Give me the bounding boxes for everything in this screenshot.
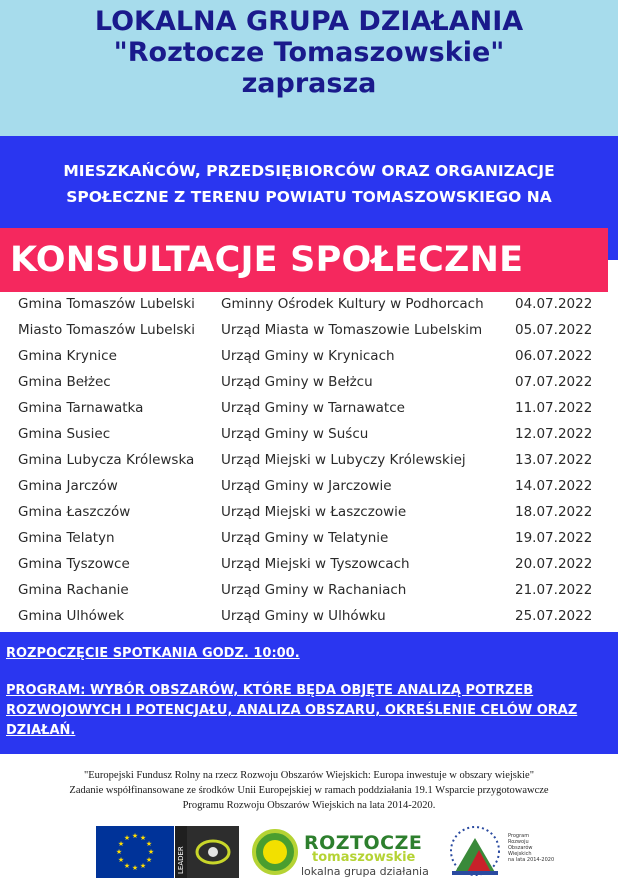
- consultations-band: [0, 228, 618, 292]
- funding-note: [0, 768, 618, 813]
- date-cell: 07.07.2022: [515, 374, 593, 390]
- gmina-cell: Miasto Tomaszów Lubelski: [18, 322, 195, 338]
- consultations-title: KONSULTACJE SPOŁECZNE: [0, 228, 608, 292]
- venue-cell: Urząd Miejski w Lubyczy Królewskiej: [221, 452, 466, 468]
- table-row: [0, 318, 618, 344]
- venue-cell: Urząd Gminy w Krynicach: [221, 348, 395, 364]
- program-line-2: ROZWOJOWYCH I POTENCJAŁU, ANALIZA OBSZARU, OKREŚLENIE CELÓW ORAZ: [6, 703, 578, 718]
- venue-cell: Urząd Gminy w Telatynie: [221, 530, 389, 546]
- roztocze-sun-icon: [252, 829, 298, 875]
- program-line-1: PROGRAM: WYBÓR OBSZARÓW, KTÓRE BĘDA OBJĘTE ANALIZĄ POTRZEB: [6, 683, 534, 698]
- date-cell: 21.07.2022: [515, 582, 593, 598]
- venue-cell: Urząd Gminy w Tarnawatce: [221, 400, 405, 416]
- date-cell: 06.07.2022: [515, 348, 593, 364]
- gmina-cell: Gmina Jarczów: [18, 478, 118, 494]
- table-row: [0, 578, 618, 604]
- svg-text:★: ★: [123, 834, 131, 842]
- spacer: [6, 664, 614, 681]
- gmina-cell: Gmina Tyszowce: [18, 556, 130, 572]
- svg-text:★: ★: [139, 862, 147, 870]
- venue-cell: Urząd Gminy w Ulhówku: [221, 608, 386, 624]
- gmina-cell: Gmina Telatyn: [18, 530, 115, 546]
- roztocze-lgd-label: lokalna grupa działania: [301, 865, 429, 878]
- svg-text:★: ★: [145, 840, 153, 848]
- roztocze-title: ROZTOCZE: [304, 832, 423, 854]
- prow-line: Rozwoju: [508, 839, 529, 845]
- svg-text:★: ★: [131, 832, 139, 840]
- venue-cell: Urząd Gminy w Rachaniach: [221, 582, 407, 598]
- date-cell: 05.07.2022: [515, 322, 593, 338]
- gmina-cell: Gmina Lubycza Królewska: [18, 452, 195, 468]
- venue-cell: Gminny Ośrodek Kultury w Podhorcach: [221, 296, 484, 312]
- svg-text:★: ★: [117, 840, 125, 848]
- svg-text:★: ★: [147, 848, 155, 856]
- invitation-band: [0, 136, 618, 228]
- svg-text:★: ★: [145, 856, 153, 864]
- eu-flag-icon: [96, 826, 174, 878]
- table-row: [0, 500, 618, 526]
- table-row: [0, 474, 618, 500]
- date-cell: 20.07.2022: [515, 556, 593, 572]
- table-row: [0, 370, 618, 396]
- leader-logo-icon: [175, 826, 239, 878]
- date-cell: 04.07.2022: [515, 296, 593, 312]
- date-cell: 18.07.2022: [515, 504, 593, 520]
- funding-line-3: Programu Rozwoju Obszarów Wiejskich na lata 2014-2020.: [182, 800, 436, 811]
- logo-strip: [0, 822, 618, 879]
- program-line-3: DZIAŁAŃ.: [6, 723, 76, 738]
- header-line-organization: LOKALNA GRUPA DZIAŁANIA: [94, 6, 524, 37]
- prow-line: Program: [508, 833, 530, 839]
- date-cell: 19.07.2022: [515, 530, 593, 546]
- svg-text:★: ★: [123, 862, 131, 870]
- table-row: [0, 604, 618, 630]
- table-row: [0, 396, 618, 422]
- invitation-line-1: MIESZKAŃCÓW, PRZEDSIĘBIORCÓW ORAZ ORGANIZACJE: [63, 162, 555, 180]
- table-row: [0, 292, 618, 318]
- table-row: [0, 552, 618, 578]
- funding-line-1: "Europejski Fundusz Rolny na rzecz Rozwoju Obszarów Wiejskich: Europa inwestuje w obszary wiejskie": [83, 770, 535, 781]
- table-row: [0, 526, 618, 552]
- prow-line: Wiejskich: [508, 851, 532, 857]
- gmina-cell: Gmina Rachanie: [18, 582, 129, 598]
- gmina-cell: Gmina Bełżec: [18, 374, 111, 390]
- svg-text:★: ★: [131, 864, 139, 872]
- prow-logo-text: [508, 833, 554, 863]
- venue-cell: Urząd Miasta w Tomaszowie Lubelskim: [221, 322, 483, 338]
- gmina-cell: Gmina Tomaszów Lubelski: [18, 296, 195, 312]
- leader-label: LEADER: [177, 846, 185, 874]
- table-row: [0, 422, 618, 448]
- gmina-cell: Gmina Łaszczów: [18, 504, 131, 520]
- svg-text:★: ★: [115, 848, 123, 856]
- date-cell: 14.07.2022: [515, 478, 593, 494]
- svg-text:★: ★: [117, 856, 125, 864]
- table-row: [0, 344, 618, 370]
- funding-line-2: Zadanie współfinansowane ze środków Unii Europejskiej w ramach poddziałania 19.1 Wsparcie przygotowawcze: [69, 785, 549, 796]
- venue-cell: Urząd Gminy w Suścu: [221, 426, 369, 442]
- invitation-line-2: SPOŁECZNE Z TERENU POWIATU TOMASZOWSKIEGO NA: [66, 188, 552, 206]
- date-cell: 12.07.2022: [515, 426, 593, 442]
- venue-cell: Urząd Miejski w Łaszczowie: [221, 504, 407, 520]
- meeting-info-band: [0, 632, 618, 754]
- venue-cell: Urząd Miejski w Tyszowcach: [221, 556, 410, 572]
- meeting-start-time: ROZPOCZĘCIE SPOTKANIA GODZ. 10:00.: [6, 646, 300, 661]
- header-line-name: "Roztocze Tomaszowskie": [113, 37, 505, 68]
- venue-cell: Urząd Gminy w Jarczowie: [221, 478, 392, 494]
- gmina-cell: Gmina Susiec: [18, 426, 111, 442]
- gmina-cell: Gmina Krynice: [18, 348, 117, 364]
- header-line-invites: zaprasza: [241, 68, 377, 99]
- date-cell: 11.07.2022: [515, 400, 593, 416]
- date-cell: 13.07.2022: [515, 452, 593, 468]
- date-cell: 25.07.2022: [515, 608, 593, 624]
- roztocze-subtitle: tomaszowskie: [312, 850, 416, 865]
- table-row: [0, 448, 618, 474]
- prow-line: Obszarów: [508, 845, 533, 851]
- prow-line: na lata 2014-2020: [508, 857, 555, 863]
- gmina-cell: Gmina Tarnawatka: [18, 400, 144, 416]
- header-banner: [0, 0, 618, 136]
- schedule-table: [0, 292, 618, 632]
- prow-logo-icon: [446, 824, 504, 878]
- gmina-cell: Gmina Ulhówek: [18, 608, 125, 624]
- svg-text:★: ★: [139, 834, 147, 842]
- venue-cell: Urząd Gminy w Bełżcu: [221, 374, 373, 390]
